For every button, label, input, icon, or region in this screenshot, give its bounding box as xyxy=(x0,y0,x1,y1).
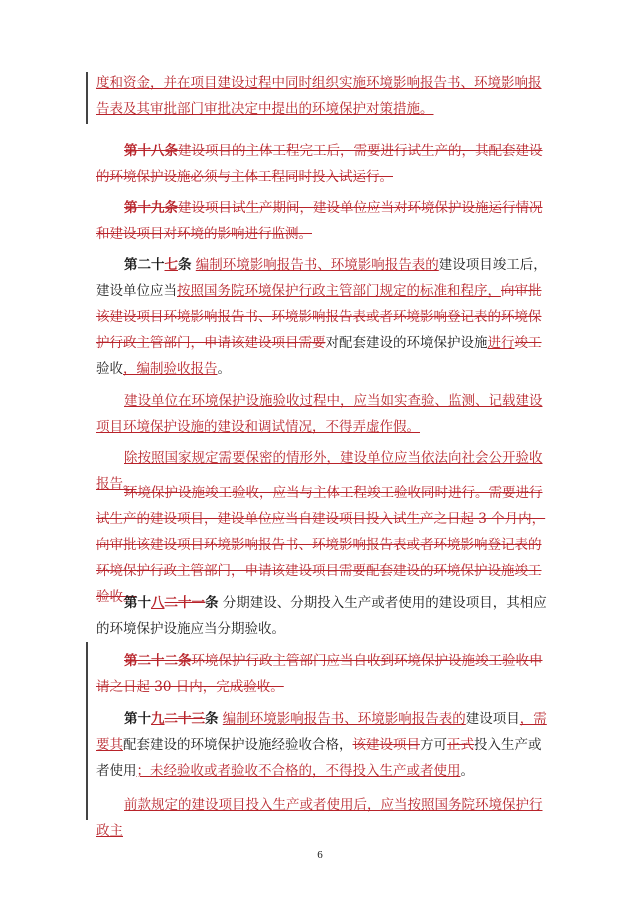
page-number: 6 xyxy=(317,849,323,861)
article-heading: 第二十 xyxy=(124,257,165,273)
paragraph-1 xyxy=(96,70,548,122)
paragraph-post-operation xyxy=(96,792,548,844)
paragraph-verification xyxy=(96,388,548,440)
deleted-text: 建设项目的主体工程完工后，需要进行试生产的，其配套建设的环境保护设施必须与主体工程同时投入试运行。 xyxy=(96,143,543,185)
article-27: 第二十七条 编制环境影响报告书、环境影响报告表的建设项目竣工后，建设单位应当按照国务院环境保护行政主管部门规定的标准和程序，向审批该建设项目环境影响报告书、环境影响报告表或者环境影响登记表的环境保护行政主管部门，申请该建设项目需要对配套建设的环境保护设施进行竣工验收，编制验收报告。 xyxy=(96,257,547,377)
deleted-text: 环境保护行政主管部门应当自收到环境保护设施竣工验收申请之日起 30 日内，完成验收。 xyxy=(96,653,543,695)
article-19-new: 第十九二十三条 编制环境影响报告书、环境影响报告表的建设项目，需要其配套建设的环境保护设施经验收合格，该建设项目方可正式投入生产或者使用；未经验收或者验收不合格的，不得投入生产或者使用。 xyxy=(96,711,547,779)
deleted-text: 向审批该建设项目环境影响报告书、环境影响报告表或者环境影响登记表的环境保护行政主管部门，申请该建设项目需要 xyxy=(96,283,542,351)
article-19 xyxy=(96,195,548,247)
article-18-new: 第十八二十一条 分期建设、分期投入生产或者使用的建设项目，其相应的环境保护设施应当分期验收。 xyxy=(96,595,547,637)
article-heading: 第十 xyxy=(124,711,151,727)
inserted-text: 编制环境影响报告书、环境影响报告表的 xyxy=(222,711,466,727)
deleted-text: 环境保护设施竣工验收，应当与主体工程竣工验收同时进行。需要进行试生产的建设项目，建设单位应当自建设项目投入试生产之日起 3 个月内，向审批该建设项目环境影响报告书、环境影响报告表或者环境影响登记表的环境保护行政主管部门，申请该建设项目需要配套建设的环境保护设施竣工验收。 xyxy=(96,485,546,605)
revision-bar xyxy=(86,642,88,820)
inserted-text: 度和资金，并在项目建设过程中同时组织实施环境影响报告书、环境影响报告表及其审批部门审批决定中提出的环境保护对策措施。 xyxy=(96,75,542,117)
article-heading: 第十八条 xyxy=(124,143,178,159)
article-22 xyxy=(96,648,548,700)
inserted-text: 建设单位在环境保护设施验收过程中，应当如实查验、监测、记载建设项目环境保护设施的建设和调试情况，不得弄虚作假。 xyxy=(96,393,543,435)
deleted-text: 建设项目试生产期间，建设单位应当对环境保护设施运行情况和建设项目对环境的影响进行监测。 xyxy=(96,200,543,242)
article-18 xyxy=(96,138,548,190)
inserted-text: 按照国务院环境保护行政主管部门规定的标准和程序， xyxy=(177,283,501,299)
article-heading: 第十九条 xyxy=(124,200,178,216)
article-heading: 第十 xyxy=(124,595,151,611)
inserted-text: 除按照国家规定需要保密的情形外，建设单位应当依法向社会公开验收报告。 xyxy=(96,450,543,492)
revision-bar xyxy=(86,72,88,124)
article-heading: 第二十二条 xyxy=(124,653,192,669)
inserted-text: 前款规定的建设项目投入生产或者使用后，应当按照国务院环境保护行政主 xyxy=(96,797,543,839)
inserted-text: 编制环境影响报告书、环境影响报告表的 xyxy=(195,257,439,273)
